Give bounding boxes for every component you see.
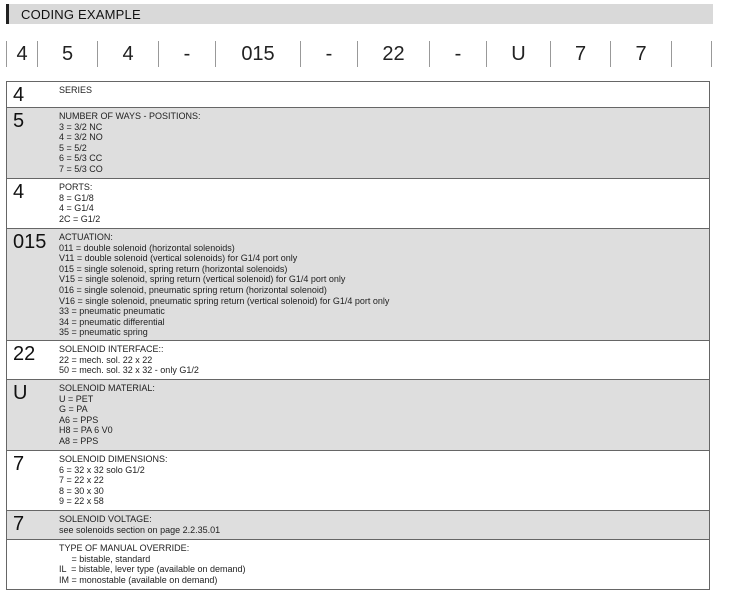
table-row [7,179,709,229]
code-cell: 7 [611,41,672,67]
code-cell: - [159,41,216,67]
row-description: SOLENOID MATERIAL: U = PET G = PA A6 = PPS H8 = PA 6 V0 A8 = PPS [59,383,155,446]
code-cell: 7 [551,41,611,67]
coding-table [6,81,710,590]
row-description: TYPE OF MANUAL OVERRIDE: = bistable, standard IL = bistable, lever type (available on demand) IM = monostable (available on demand) [59,543,246,585]
table-row [7,540,709,589]
section-header [6,4,713,24]
row-code: 22 [13,343,36,365]
row-code: 5 [13,110,25,132]
code-cell: 5 [38,41,98,67]
section-title: CODING EXAMPLE [21,7,141,22]
code-cell: U [487,41,551,67]
table-row [7,380,709,451]
row-description: SOLENOID DIMENSIONS: 6 = 32 x 32 solo G1/2 7 = 22 x 22 8 = 30 x 30 9 = 22 x 58 [59,454,168,507]
row-code: 015 [13,231,47,253]
row-code: 7 [13,453,25,475]
table-row [7,451,709,511]
row-code: 4 [13,84,25,106]
table-row [7,108,709,179]
coding-example-row [6,41,712,67]
code-cell: 22 [358,41,430,67]
table-row [7,341,709,380]
row-description: NUMBER OF WAYS - POSITIONS: 3 = 3/2 NC 4 = 3/2 NO 5 = 5/2 6 = 5/3 CC 7 = 5/3 CO [59,111,201,174]
table-row [7,229,709,341]
table-row [7,82,709,108]
row-code: 4 [13,181,25,203]
row-description: SERIES [59,85,93,95]
row-description: ACTUATION: 011 = double solenoid (horizontal solenoids) V11 = double solenoid (vertical solenoids) for G1/4 port only 015 = single solenoid, spring return (horizontal solenoids) V15 = single solenoid, spring return (vertical solenoid) for G1/4 port only 016 = single solenoid, pneumatic spring return (horizontal solenoid) V16 = single solenoid, pneumatic spring return (vertical solenoid) for G1/4 port only 33 = pneumatic pneumatic 34 = pneumatic differential 35 = pneumatic spring [59,232,390,338]
code-cell: 4 [7,41,38,67]
row-description: SOLENOID VOLTAGE: see solenoids section on page 2.2.35.01 [59,514,221,535]
code-cell: - [301,41,358,67]
code-cell: 015 [216,41,301,67]
code-cell [672,41,709,67]
row-code: U [13,382,28,404]
row-code: 7 [13,513,25,535]
code-cell: 4 [98,41,159,67]
row-description: PORTS: 8 = G1/8 4 = G1/4 2C = G1/2 [59,182,101,224]
table-row [7,511,709,540]
code-cell: - [430,41,487,67]
row-description: SOLENOID INTERFACE:: 22 = mech. sol. 22 x 22 50 = mech. sol. 32 x 32 - only G1/2 [59,344,199,376]
